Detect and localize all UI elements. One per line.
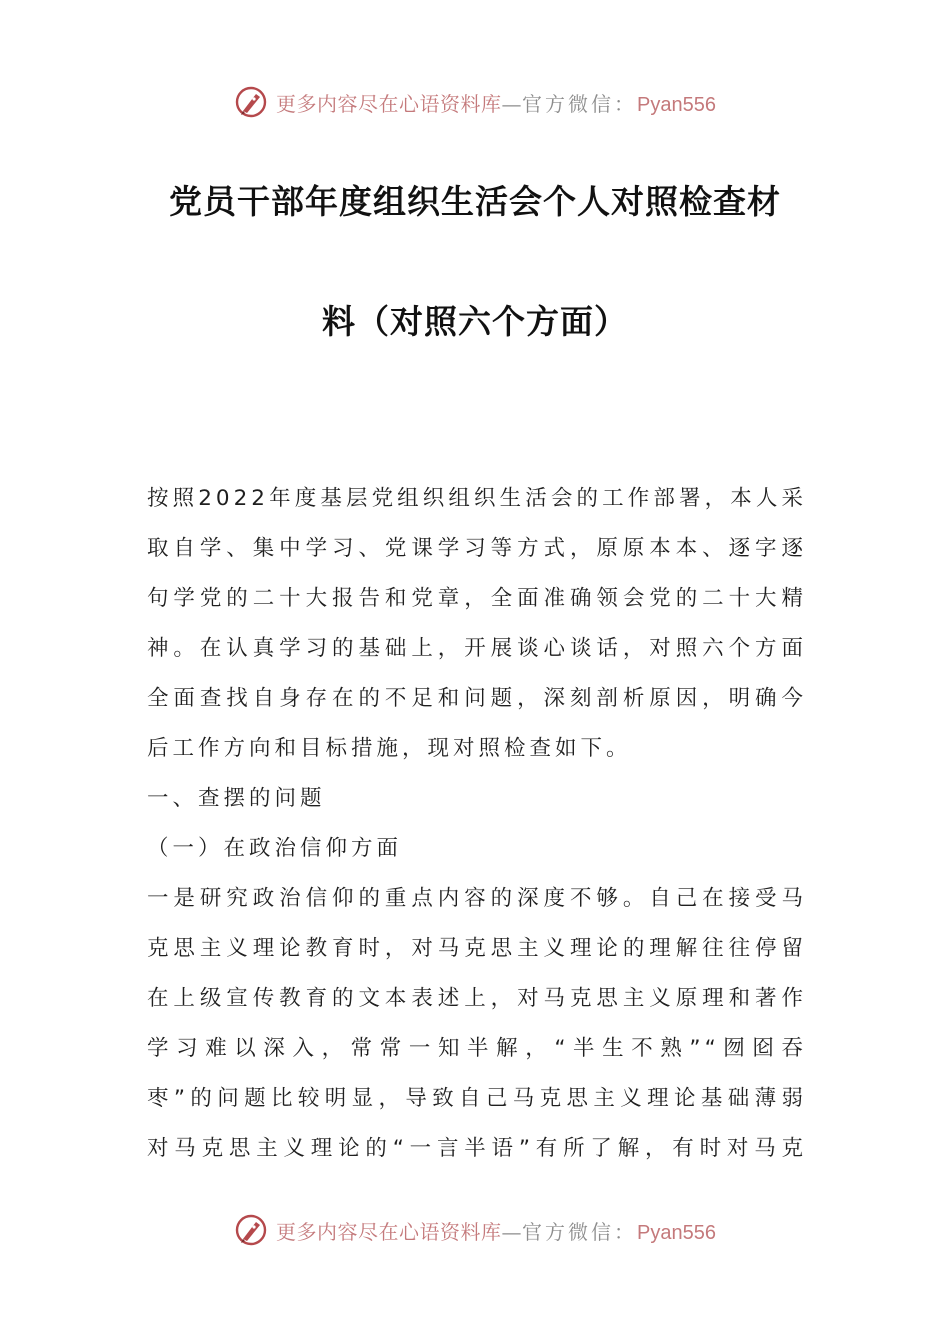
pen-nib-circle-icon [234,85,268,119]
body-line: 句学党的二十大报告和党章，全面准确领会党的二十大精 [147,586,807,611]
body-line: 克思主义理论教育时，对马克思主义理论的理解往往停留 [147,936,807,961]
body-line: 全面查找自身存在的不足和问题，深刻剖析原因，明确今 [147,686,807,711]
watermark-wechat-id: Pyan556 [637,1221,716,1244]
watermark-wechat-label: 官方微信： [522,1219,638,1244]
watermark-text [276,1216,716,1245]
body-line: 按照2022年度基层党组织组织生活会的工作部署，本人采 [147,486,807,511]
body-line: 取自学、集中学习、党课学习等方式，原原本本、逐字逐 [147,536,807,561]
watermark-dash: — [501,91,523,116]
subsection-heading: （一）在政治信仰方面 [147,836,403,861]
body-line: 学习难以深入，常常一知半解，“半生不熟”“囫囵吞 [147,1036,807,1061]
body-line: 对马克思主义理论的“一言半语”有所了解，有时对马克 [147,1136,807,1161]
body-line: 枣”的问题比较明显，导致自己马克思主义理论基础薄弱 [147,1086,807,1111]
watermark-text [276,88,716,117]
document-body [147,474,807,1174]
body-line: 一是研究政治信仰的重点内容的深度不够。自己在接受马 [147,886,807,911]
watermark-wechat-id: Pyan556 [637,93,716,116]
watermark-site: 更多内容尽在心语资料库 [276,1219,502,1244]
section-heading: 一、查摆的问题 [147,786,326,811]
document-title-line-1: 党员干部年度组织生活会个人对照检查材 [169,182,781,221]
body-line: 神。在认真学习的基础上，开展谈心谈话，对照六个方面 [147,636,807,661]
footer-watermark [0,1208,950,1252]
watermark-dash: — [501,1219,523,1244]
document-title-line-2: 料（对照六个方面） [322,302,628,341]
watermark-site: 更多内容尽在心语资料库 [276,91,502,116]
body-line: 后工作方向和目标措施，现对照检查如下。 [147,736,632,761]
body-line: 在上级宣传教育的文本表述上，对马克思主义原理和著作 [147,986,807,1011]
watermark-wechat-label: 官方微信： [522,91,638,116]
header-watermark [0,80,950,124]
pen-nib-circle-icon [234,1213,268,1247]
